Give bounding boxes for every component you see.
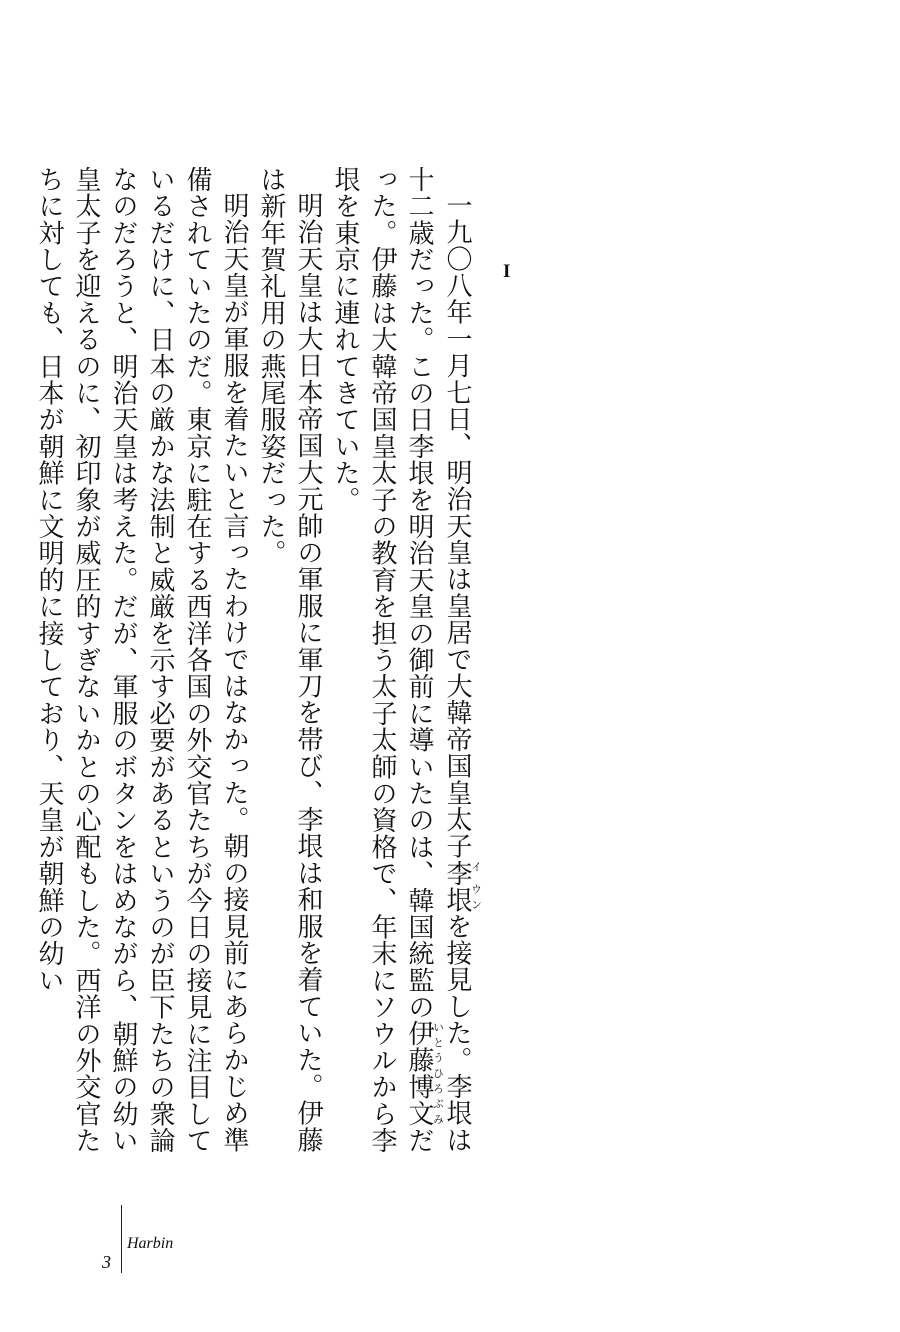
ruby-name-yi-un: 李垠イ ウン — [442, 859, 483, 913]
running-title: Harbin — [127, 1235, 174, 1252]
text-segment: 明治天皇は大日本帝国大元帥の軍服に軍刀を帯び、李垠は和服を着ていた。伊藤は新年賀礼用の燕尾服姿だった。 — [256, 166, 323, 1154]
ruby-reading: いとうひろぶみ — [431, 1020, 445, 1128]
text-segment: を接見した。李垠は十二歳だった。この日李垠を明治天皇の御前に導いたのは、韓国統監の — [404, 166, 472, 1154]
ruby-reading: イ ウン — [469, 859, 483, 913]
body-text — [30, 166, 482, 1156]
paragraph-2 — [252, 166, 326, 1156]
text-segment: 一九〇八年一月七日、明治天皇は皇居で大韓帝国皇太子 — [442, 192, 472, 860]
text-segment: だった。伊藤は大韓帝国皇太子の教育を担う太子太師の資格で、年末にソウルから李垠を東京に連れてきていた。 — [330, 166, 434, 1154]
footer-divider — [121, 1205, 122, 1273]
chapter-number: I — [503, 261, 511, 282]
ruby-name-ito-hirobumi: 伊藤博文いとうひろぶみ — [404, 1020, 445, 1128]
paragraph-1 — [326, 166, 482, 1156]
paragraph-3 — [30, 166, 252, 1156]
text-segment: 明治天皇が軍服を着たいと言ったわけではなかった。朝の接見前にあらかじめ準備されていたのだ。東京に駐在する西洋各国の外交官たちが今日の接見に注目しているだけに、日本の厳かな法制と威厳を示す必要があるというのが臣下たちの衆論なのだろうと、明治天皇は考えた。だが、軍服のボタンをはめながら、朝鮮の幼い皇太子を迎えるのに、初印象が威圧的すぎないかとの心配もした。西洋の外交官たちに対しても、日本が朝鮮に文明的に接しており、天皇が朝鮮の幼い — [34, 166, 249, 1154]
page-number: 3 — [102, 1252, 111, 1272]
